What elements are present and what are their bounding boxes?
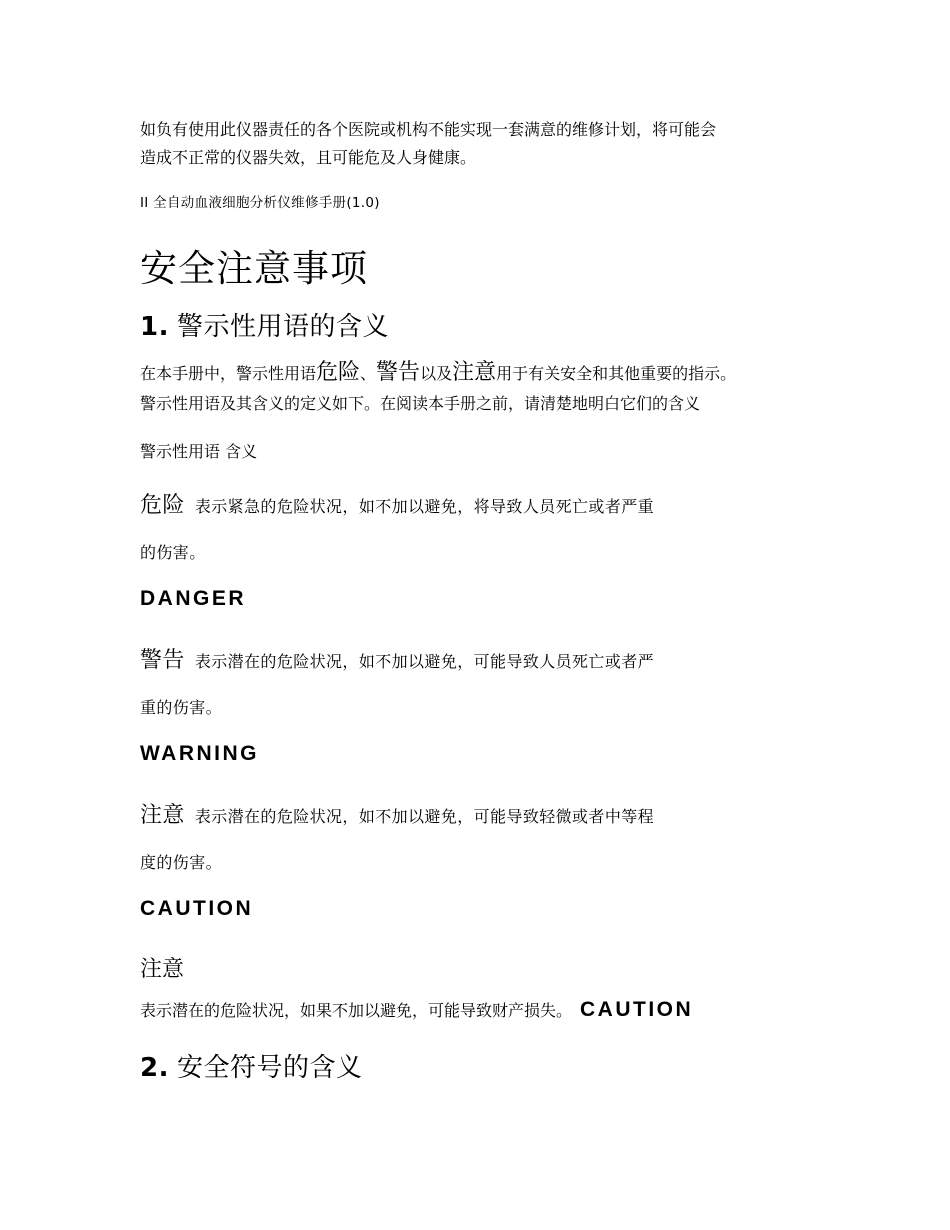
term-row-caution <box>140 798 654 829</box>
term-label: 危险 <box>140 493 185 518</box>
term-description: 表示潜在的危险状况，如不加以避免，可能导致人员死亡或者严 <box>194 652 655 671</box>
term-description-continued: 的伤害。 <box>140 543 206 562</box>
term-row-danger <box>140 488 654 519</box>
word-caution: 注意 <box>452 360 497 385</box>
section-2-title: 安全符号的含义 <box>176 1053 363 1083</box>
notice-description: 表示潜在的危险状况，如果不加以避免，可能导致财产损失。 <box>140 1001 573 1020</box>
english-term-danger: DANGER <box>140 587 247 610</box>
table-header: 警示性用语 含义 <box>140 442 258 461</box>
intro-line-2: 造成不正常的仪器失效，且可能危及人身健康。 <box>140 148 477 167</box>
term-row-warning <box>140 643 654 674</box>
term-description-continued: 度的伤害。 <box>140 853 223 872</box>
section-1-paragraph-line-2: 警示性用语及其含义的定义如下。在阅读本手册之前，请清楚地明白它们的含义 <box>140 394 701 413</box>
notice-english: CAUTION <box>580 998 694 1021</box>
section-1-paragraph-line-1 <box>140 358 736 389</box>
word-warning: 警告 <box>376 360 421 385</box>
page-title: 安全注意事项 <box>140 247 368 290</box>
term-label: 警告 <box>140 648 185 673</box>
para-text-b: 以及 <box>420 364 453 383</box>
section-1-paragraph <box>140 358 736 419</box>
section-1-number: 1. <box>140 312 169 342</box>
para-text-a: 在本手册中，警示性用语 <box>140 364 317 383</box>
intro-line-1: 如负有使用此仪器责任的各个医院或机构不能实现一套满意的维修计划，将可能会 <box>140 120 717 139</box>
term-description-continued: 重的伤害。 <box>140 698 223 717</box>
word-danger: 危险 <box>316 360 361 385</box>
intro-paragraph <box>140 116 716 172</box>
para-sep: 、 <box>360 364 377 383</box>
notice-term: 注意 <box>140 957 185 982</box>
section-2-number: 2. <box>140 1053 169 1083</box>
term-description: 表示紧急的危险状况，如不加以避免，将导致人员死亡或者严重 <box>194 497 655 516</box>
english-term-caution: CAUTION <box>140 897 254 920</box>
section-1-title: 警示性用语的含义 <box>176 312 389 342</box>
manual-reference: II 全自动血液细胞分析仪维修手册(1.0) <box>140 195 380 211</box>
para-text-c: 用于有关安全和其他重要的指示。 <box>496 364 737 383</box>
section-2-heading <box>140 1047 362 1084</box>
term-description: 表示潜在的危险状况，如不加以避免，可能导致轻微或者中等程 <box>194 807 655 826</box>
english-term-warning: WARNING <box>140 742 259 765</box>
term-label: 注意 <box>140 803 185 828</box>
notice-row <box>140 998 693 1022</box>
section-1-heading <box>140 306 389 343</box>
